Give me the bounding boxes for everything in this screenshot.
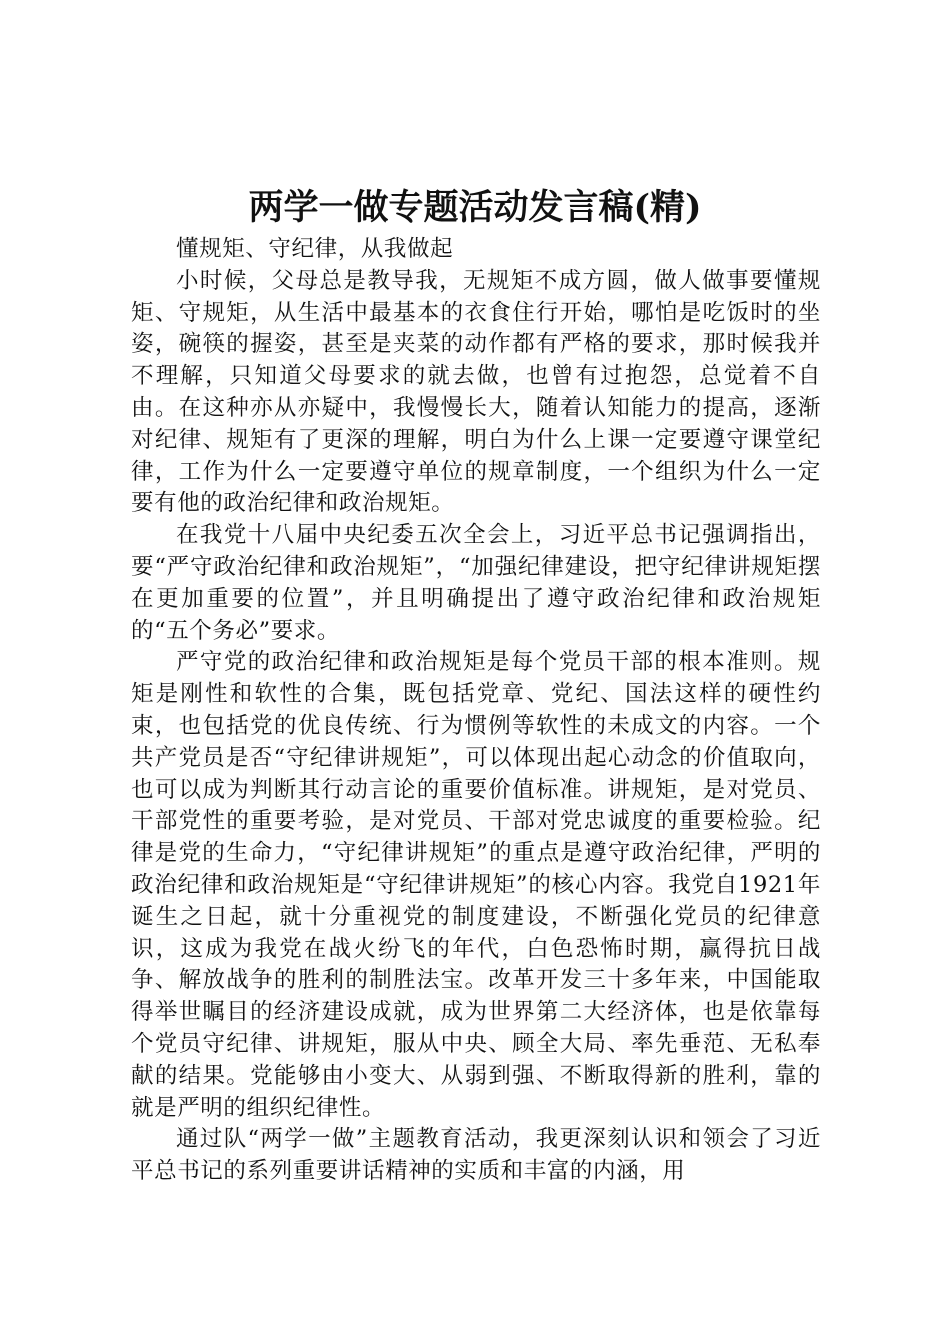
body-paragraph-2: 在我党十八届中央纪委五次全会上，习近平总书记强调指出，要“严守政治纪律和政治规矩”，“加强纪律建设，把守纪律讲规矩摆在更加重要的位置”，并且明确提出了遵守政治纪律和政治规矩的“五个务必”要求。 [131,522,821,644]
document-subtitle: 懂规矩、守纪律，从我做起 [176,236,454,262]
body-paragraph-1: 小时候，父母总是教导我，无规矩不成方圆，做人做事要懂规矩、守规矩，从生活中最基本的衣食住行开始，哪怕是吃饭时的坐姿，碗筷的握姿，甚至是夹菜的动作都有严格的要求，那时候我并不理解，只知道父母要求的就去做，也曾有过抱怨，总觉着不自由。在这种亦从亦疑中，我慢慢长大，随着认知能力的提高，逐渐对纪律、规矩有了更深的理解，明白为什么上课一定要遵守课堂纪律，工作为什么一定要遵守单位的规章制度，一个组织为什么一定要有他的政治纪律和政治规矩。 [131,267,821,517]
body-paragraph-3: 严守党的政治纪律和政治规矩是每个党员干部的根本准则。规矩是刚性和软性的合集，既包括党章、党纪、国法这样的硬性约束，也包括党的优良传统、行为惯例等软性的未成文的内容。一个共产党员是否“守纪律讲规矩”，可以体现出起心动念的价值取向，也可以成为判断其行动言论的重要价值标准。讲规矩，是对党员、干部党性的重要考验，是对党员、干部对党忠诚度的重要检验。纪律是党的生命力，“守纪律讲规矩”的重点是遵守政治纪律，严明的政治纪律和政治规矩是“守纪律讲规矩”的核心内容。我党自1921年诞生之日起，就十分重视党的制度建设，不断强化党员的纪律意识，这成为我党在战火纷飞的年代，白色恐怖时期，赢得抗日战争、解放战争的胜利的制胜法宝。改革开发三十多年来，中国能取得举世瞩目的经济建设成就，成为世界第二大经济体，也是依靠每个党员守纪律、讲规矩，服从中央、顾全大局、率先垂范、无私奉献的结果。党能够由小变大、从弱到强、不断取得新的胜利，靠的就是严明的组织纪律性。 [131,649,821,1121]
document-title: 两学一做专题活动发言稿(精) [248,187,702,228]
body-paragraph-4: 通过队“两学一做”主题教育活动，我更深刻认识和领会了习近平总书记的系列重要讲话精神的实质和丰富的内涵，用 [131,1126,821,1185]
document-body [131,234,821,1188]
